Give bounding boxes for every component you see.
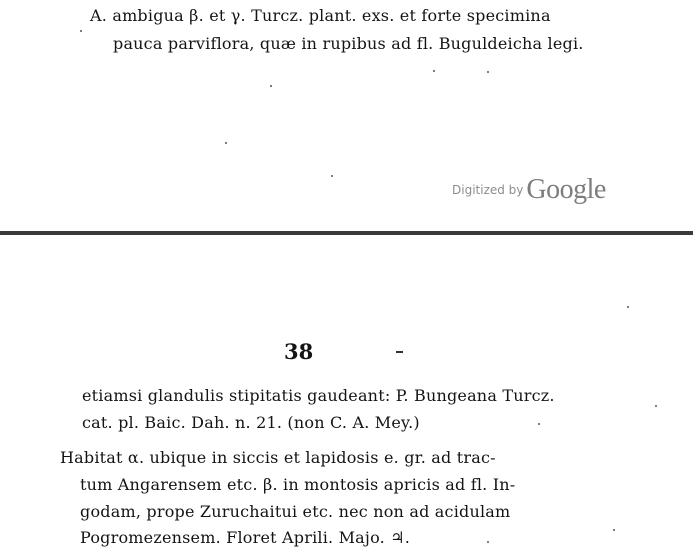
text-line: A. ambigua β. et γ. Turcz. plant. exs. et forte specimina [90, 6, 551, 25]
watermark-caption: Digitized by [452, 183, 524, 197]
scan-speck [225, 142, 227, 144]
text-line: Habitat α. ubique in siccis et lapidosis e. gr. ad trac- [60, 448, 496, 467]
text-line: godam, prope Zuruchaitui etc. nec non ad acidulam [80, 502, 511, 521]
scan-speck [80, 30, 82, 32]
scan-speck [538, 423, 540, 425]
text-line: Pogromezensem. Floret Aprili. Majo. ♃. [80, 528, 411, 547]
dash-mark [396, 351, 403, 353]
google-watermark [452, 174, 606, 206]
top-page-scan [0, 0, 693, 231]
google-logo: Google [526, 174, 606, 205]
scan-speck [613, 529, 615, 531]
text-line: pauca parviflora, quæ in rupibus ad fl. Buguldeicha legi. [113, 34, 584, 53]
scan-speck [433, 70, 435, 72]
scan-speck [627, 306, 629, 308]
page-number: 38 [284, 339, 314, 364]
scan-speck [487, 541, 489, 543]
scan-speck [655, 405, 657, 407]
scan-speck [487, 71, 489, 73]
text-line: etiamsi glandulis stipitatis gaudeant: P. Bungeana Turcz. [82, 386, 555, 405]
scan-speck [331, 175, 333, 177]
text-line: cat. pl. Baic. Dah. n. 21. (non C. A. Mey.) [82, 413, 420, 432]
scan-speck [270, 85, 272, 87]
text-line: tum Angarensem etc. β. in montosis apricis ad fl. In- [80, 475, 516, 494]
